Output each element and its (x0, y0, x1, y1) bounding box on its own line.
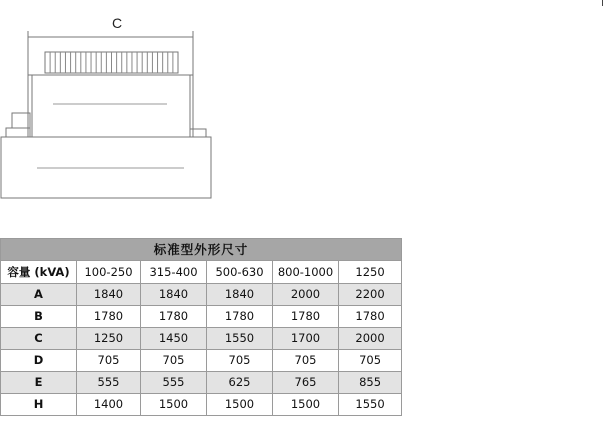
capacity-cell: 800-1000 (273, 261, 339, 284)
value-cell: 1840 (207, 284, 273, 306)
row-label: D (1, 350, 77, 372)
value-cell: 2000 (273, 284, 339, 306)
value-cell: 1400 (77, 394, 141, 416)
enclosure-body (32, 75, 190, 137)
value-cell: 1780 (339, 306, 402, 328)
value-cell: 1550 (339, 394, 402, 416)
value-cell: 1780 (207, 306, 273, 328)
value-cell: 1780 (273, 306, 339, 328)
value-cell: 1450 (141, 328, 207, 350)
value-cell: 1780 (77, 306, 141, 328)
value-cell: 705 (273, 350, 339, 372)
table-row (1, 394, 402, 416)
capacity-cell: 500-630 (207, 261, 273, 284)
value-cell: 705 (141, 350, 207, 372)
value-cell: 555 (141, 372, 207, 394)
value-cell: 1840 (141, 284, 207, 306)
capacity-cell: 315-400 (141, 261, 207, 284)
row-label: E (1, 372, 77, 394)
left-bracket-upper (12, 113, 30, 128)
row-label: C (1, 328, 77, 350)
value-cell: 1500 (141, 394, 207, 416)
row-label: H (1, 394, 77, 416)
table-row (1, 372, 402, 394)
value-cell: 625 (207, 372, 273, 394)
cooling-fins (45, 52, 178, 73)
dimension-label-c: C (112, 15, 123, 31)
value-cell: 855 (339, 372, 402, 394)
value-cell: 1250 (77, 328, 141, 350)
value-cell: 1840 (77, 284, 141, 306)
row-label: A (1, 284, 77, 306)
value-cell: 765 (273, 372, 339, 394)
value-cell: 705 (207, 350, 273, 372)
left-bracket-lower (6, 128, 30, 137)
value-cell: 1550 (207, 328, 273, 350)
value-cell: 1500 (273, 394, 339, 416)
value-cell: 1780 (141, 306, 207, 328)
table-title: 标准型外形尺寸 (1, 239, 402, 261)
value-cell: 705 (77, 350, 141, 372)
dimension-table (0, 238, 402, 416)
value-cell: 2000 (339, 328, 402, 350)
right-bracket (190, 129, 206, 137)
table-row (1, 328, 402, 350)
table-row (1, 284, 402, 306)
value-cell: 1500 (207, 394, 273, 416)
transformer-drawing (0, 0, 260, 205)
capacity-header: 容量 (kVA) (1, 261, 77, 284)
value-cell: 555 (77, 372, 141, 394)
edge-mark (602, 0, 603, 6)
table-row (1, 350, 402, 372)
table-row (1, 306, 402, 328)
value-cell: 1700 (273, 328, 339, 350)
table-header-row (1, 261, 402, 284)
value-cell: 705 (339, 350, 402, 372)
value-cell: 2200 (339, 284, 402, 306)
capacity-cell: 1250 (339, 261, 402, 284)
row-label: B (1, 306, 77, 328)
capacity-cell: 100-250 (77, 261, 141, 284)
